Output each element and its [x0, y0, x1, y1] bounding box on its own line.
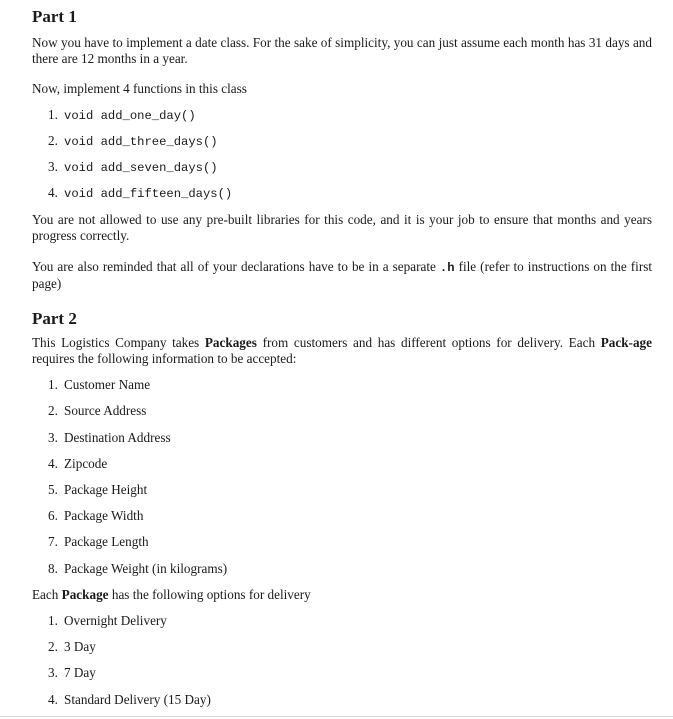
info-label: Package Weight (in kilograms)	[64, 561, 228, 576]
info-item	[48, 403, 146, 419]
delivery-option	[48, 639, 96, 655]
list-number: 6.	[48, 508, 58, 523]
list-number: 3.	[48, 665, 58, 680]
package-term: Pack-age	[600, 335, 652, 350]
declarations-text-b: file (refer to instructions on the first page)	[32, 259, 653, 291]
info-item	[48, 561, 227, 577]
part1-libraries-note: You are not allowed to use any pre-built libraries for this code, and it is your job to ensure that months and years progress correctly.	[32, 212, 652, 243]
delivery-option	[48, 665, 96, 681]
delivery-label: 7 Day	[64, 665, 96, 680]
list-number: 2.	[48, 403, 58, 418]
intro-text-b: from customers and has different options for delivery. Each	[256, 335, 601, 350]
function-signature: void add_three_days()	[64, 135, 218, 149]
packages-term: Packages	[204, 335, 257, 350]
function-item	[48, 159, 218, 176]
list-number: 8.	[48, 561, 58, 576]
info-label: Package Length	[64, 534, 149, 549]
header-file-ext: .h	[439, 261, 455, 275]
part1-declarations-note	[32, 259, 652, 292]
list-number: 1.	[48, 107, 58, 122]
info-label: Destination Address	[64, 430, 171, 445]
options-text-b: has the following options for delivery	[108, 587, 311, 602]
function-item	[48, 133, 218, 150]
info-label: Customer Name	[64, 377, 151, 392]
info-item	[48, 534, 149, 550]
function-signature: void add_fifteen_days()	[64, 187, 233, 201]
package-term: Package	[61, 587, 109, 602]
list-number: 1.	[48, 377, 58, 392]
intro-text-a: This Logistics Company takes	[32, 335, 205, 350]
list-number: 3.	[48, 159, 58, 174]
list-number: 1.	[48, 613, 58, 628]
list-number: 7.	[48, 534, 58, 549]
info-item	[48, 377, 150, 393]
info-item	[48, 430, 171, 446]
list-number: 5.	[48, 482, 58, 497]
function-signature: void add_seven_days()	[64, 161, 218, 175]
declarations-text-a: You are also reminded that all of your declarations have to be in a separate	[32, 259, 440, 274]
part1-intro: Now you have to implement a date class. For the sake of simplicity, you can just assume each month has 31 days and there are 12 months in a year.	[32, 35, 652, 66]
part2-title: Part 2	[32, 309, 77, 328]
list-number: 2.	[48, 133, 58, 148]
list-number: 3.	[48, 430, 58, 445]
list-number: 4.	[48, 185, 58, 200]
function-item	[48, 107, 196, 124]
function-item	[48, 185, 232, 202]
delivery-label: Overnight Delivery	[64, 613, 167, 628]
part1-functions-intro: Now, implement 4 functions in this class	[32, 81, 247, 96]
delivery-option	[48, 692, 211, 708]
part1-title: Part 1	[32, 7, 77, 26]
info-label: Package Width	[64, 508, 144, 523]
delivery-label: Standard Delivery (15 Day)	[64, 692, 211, 707]
delivery-option	[48, 613, 167, 629]
list-number: 4.	[48, 692, 58, 707]
page-bottom-divider	[0, 716, 673, 717]
part2-intro	[32, 335, 652, 367]
info-label: Source Address	[64, 403, 147, 418]
list-number: 4.	[48, 456, 58, 471]
options-text-a: Each	[32, 587, 62, 602]
info-label: Zipcode	[64, 456, 108, 471]
list-number: 2.	[48, 639, 58, 654]
info-label: Package Height	[64, 482, 148, 497]
info-item	[48, 456, 107, 472]
intro-text-c: requires the following information to be accepted:	[32, 351, 297, 366]
info-item	[48, 508, 143, 524]
delivery-label: 3 Day	[64, 639, 96, 654]
info-item	[48, 482, 147, 498]
function-signature: void add_one_day()	[64, 109, 196, 123]
part2-options-intro	[32, 587, 652, 603]
